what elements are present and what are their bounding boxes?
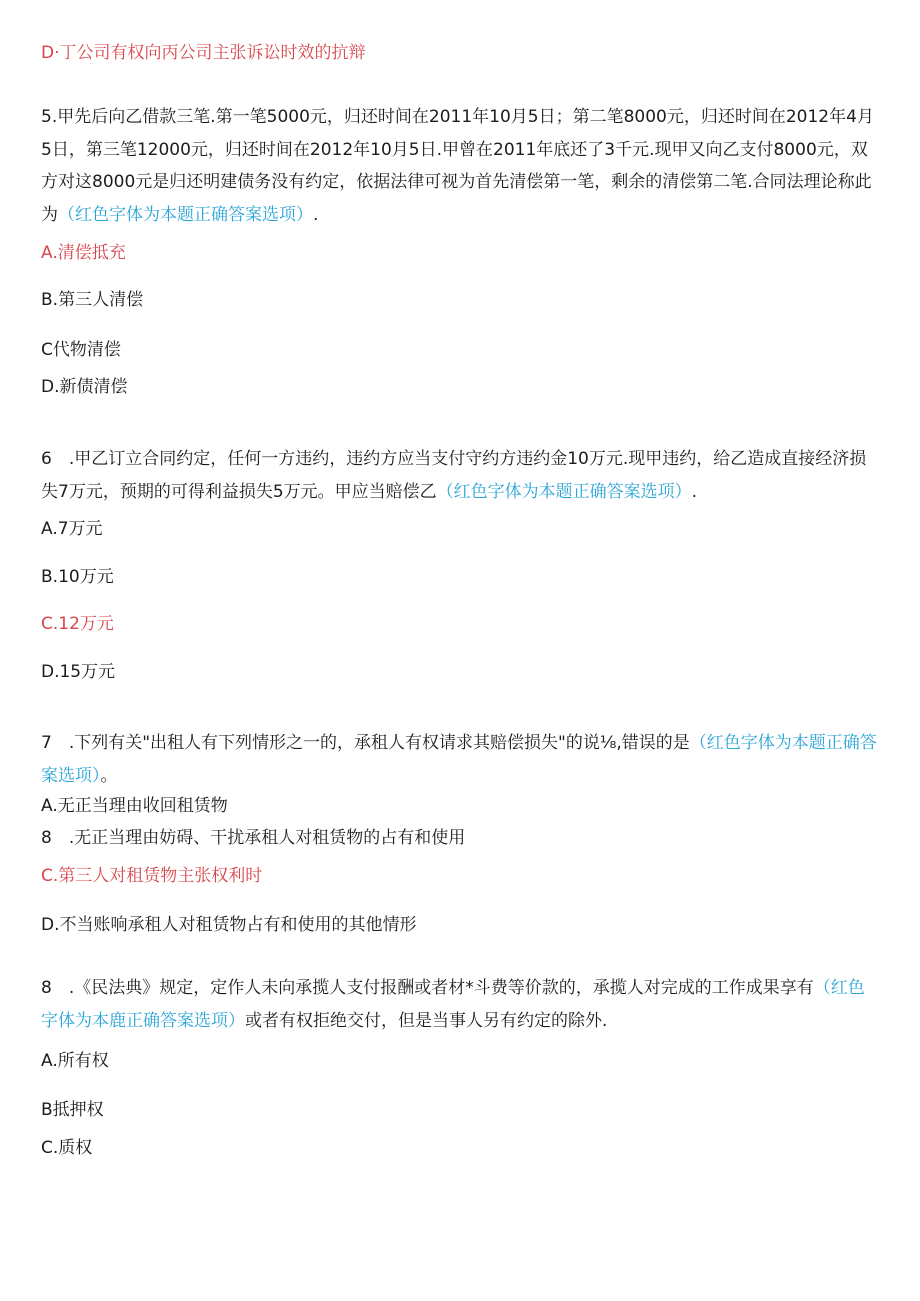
question-8-option-a: A.所有权 xyxy=(41,1051,109,1071)
question-5-stem xyxy=(41,101,877,231)
question-6-tail: . xyxy=(691,481,698,502)
question-7-option-a: A.无正当理由收回租赁物 xyxy=(41,796,228,816)
question-6-option-d: D.15万元 xyxy=(41,662,116,682)
question-6-option-c: C.12万元 xyxy=(41,614,114,634)
question-8-option-c: C.质权 xyxy=(41,1138,93,1158)
question-5-text: 5.甲先后向乙借款三笔.第一笔5000元，归还时间在2011年10月5日；第二笔8000元，归还时间在2012年4月5日，第三笔12000元，归还时间在2012年10月5日.甲曾在2011年底还了3千元.现甲又向乙支付8000元，双方对这8000元是归还明建债务没有约定，依据法律可视为首先清偿第一笔，剩余的清偿第二笔.合同法理论称此为 xyxy=(41,107,874,225)
question-6-hint: （红色字体为本题正确答案选项） xyxy=(436,481,692,502)
question-5-hint: （红色字体为本题正确答案选项） xyxy=(58,204,313,225)
question-7-stem xyxy=(41,727,877,792)
question-6-option-b: B.10万元 xyxy=(41,567,114,587)
prev-question-option-d: D·丁公司有权向丙公司主张诉讼时效的抗辩 xyxy=(41,43,366,63)
question-7-text: 7 .下列有关"出租人有下列情形之一的，承租人有权请求其赔偿损失"的说⅛,错误的是 xyxy=(41,733,690,753)
question-7-hint: （红色字体为本题正确答案选项） xyxy=(41,733,877,786)
question-5-tail: . xyxy=(313,204,319,225)
question-7-option-c: C.第三人对租赁物主张权利时 xyxy=(41,866,263,886)
question-8-tail: 或者有权拒绝交付，但是当事人另有约定的除外. xyxy=(245,1010,608,1031)
question-7-tail: 。 xyxy=(100,765,118,786)
question-5-option-b: B.第三人清偿 xyxy=(41,290,144,310)
question-7-option-d: D.不当账响承租人对租赁物占有和使用的其他情形 xyxy=(41,915,417,935)
question-8-text: 8 .《民法典》规定，定作人未向承揽人支付报酬或者材*斗费等价款的，承揽人对完成的工作成果享有 xyxy=(41,978,814,998)
question-8-hint: （红色字体为本鹿正确答案选项） xyxy=(41,978,865,1031)
question-6-stem xyxy=(41,443,877,508)
question-5-option-c: C代物清偿 xyxy=(41,340,121,360)
question-8-stem xyxy=(41,972,877,1037)
question-8-option-b: B抵押权 xyxy=(41,1100,104,1120)
question-5-option-a: A.清偿抵充 xyxy=(41,243,126,263)
question-6-option-a: A.7万元 xyxy=(41,519,103,539)
question-5-option-d: D.新债清偿 xyxy=(41,377,128,397)
question-7-option-b: 8 .无正当理由妨碍、干扰承租人对租赁物的占有和使用 xyxy=(41,828,466,848)
question-6-text: 6 .甲乙订立合同约定，任何一方违约，违约方应当支付守约方违约金10万元.现甲违约，给乙造成直接经济损失7万元，预期的可得利益损失5万元。甲应当赔偿乙 xyxy=(41,449,867,502)
